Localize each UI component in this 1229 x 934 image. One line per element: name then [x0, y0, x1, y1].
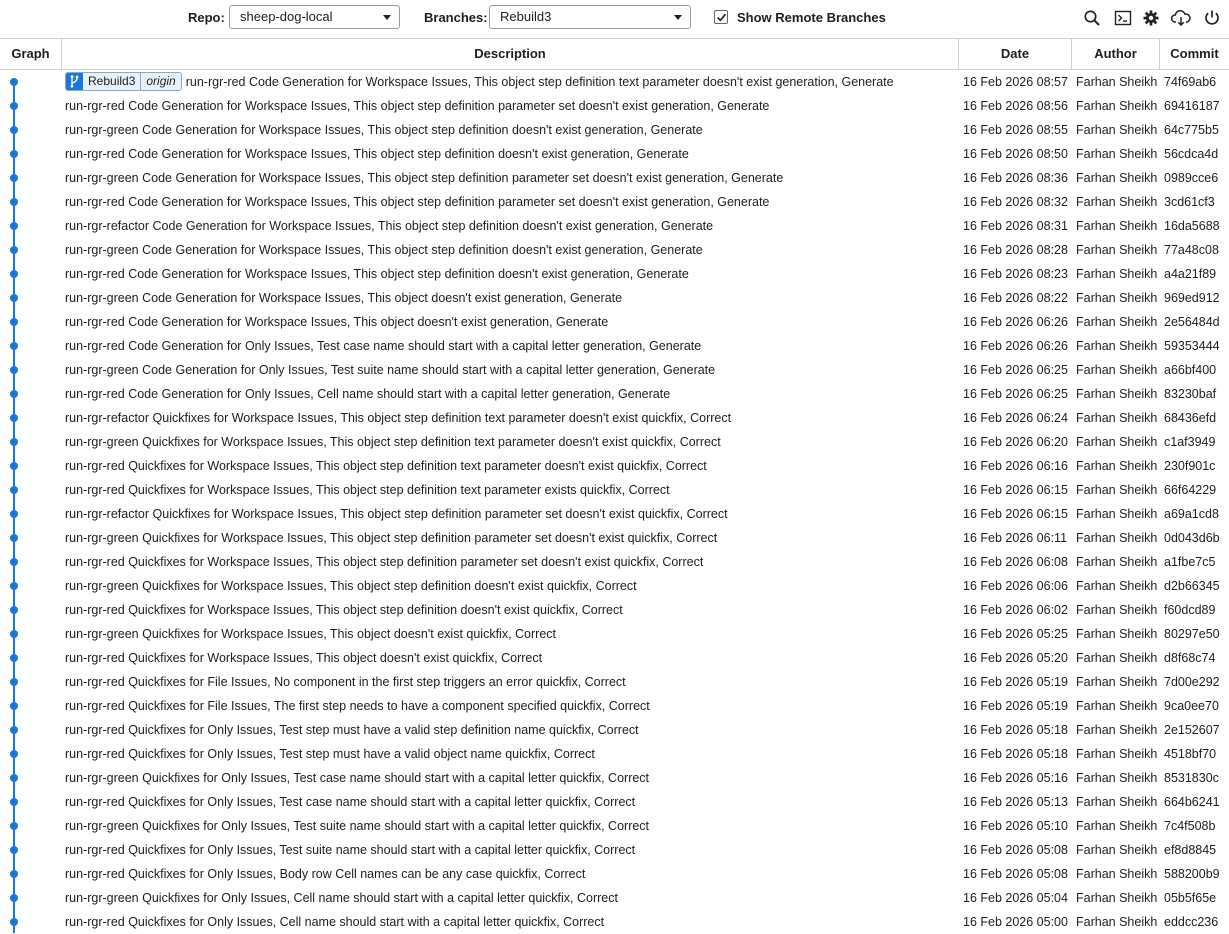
commit-description: [65, 526, 955, 550]
commit-author: Farhan Sheikh: [1076, 795, 1158, 809]
commit-node: [10, 126, 18, 134]
commit-hash: 4518bf70: [1164, 747, 1217, 761]
table-row[interactable]: [0, 238, 1229, 262]
commit-hash: 7c4f508b: [1164, 819, 1216, 833]
commit-message: run-rgr-green Quickfixes for Workspace Issues, This object step definition text parameter doesn't exist quickfix, Correct: [65, 435, 721, 449]
commit-hash: 80297e50: [1164, 627, 1220, 641]
commit-author: Farhan Sheikh: [1076, 75, 1158, 89]
branches-dropdown[interactable]: [489, 5, 691, 29]
commit-description: [65, 790, 955, 814]
commit-date: 16 Feb 2026 06:08: [963, 555, 1068, 569]
toolbar: [0, 0, 1229, 39]
commit-date: 16 Feb 2026 08:57: [963, 75, 1068, 89]
commit-hash: a66bf400: [1164, 363, 1217, 377]
table-row[interactable]: [0, 574, 1229, 598]
table-row[interactable]: [0, 670, 1229, 694]
branch-icon: [66, 73, 83, 90]
commit-node: [10, 846, 18, 854]
branch-badge-name: Rebuild3: [83, 73, 140, 90]
table-row[interactable]: [0, 862, 1229, 886]
commit-hash: 83230baf: [1164, 387, 1217, 401]
commit-node: [10, 462, 18, 470]
table-row[interactable]: [0, 214, 1229, 238]
commit-message: run-rgr-refactor Quickfixes for Workspace Issues, This object step definition parameter set doesn't exist quickfix, Correct: [65, 507, 728, 521]
commit-date: 16 Feb 2026 05:25: [963, 627, 1068, 641]
commit-hash: 2e56484d: [1164, 315, 1220, 329]
commit-message: run-rgr-red Quickfixes for Only Issues, Cell name should start with a capital letter quickfix, Correct: [65, 915, 605, 929]
commit-description: [65, 70, 955, 94]
commit-author: Farhan Sheikh: [1076, 891, 1158, 905]
commit-date: 16 Feb 2026 08:28: [963, 243, 1068, 257]
commit-node: [10, 558, 18, 566]
commit-message: run-rgr-green Code Generation for Only Issues, Test suite name should start with a capital letter generation, Generate: [65, 363, 716, 377]
commit-date: 16 Feb 2026 08:50: [963, 147, 1068, 161]
search-icon[interactable]: [1083, 9, 1101, 27]
commit-node: [10, 414, 18, 422]
commit-author: Farhan Sheikh: [1076, 843, 1158, 857]
commit-node: [10, 702, 18, 710]
commit-description: [65, 862, 955, 886]
table-row[interactable]: [0, 358, 1229, 382]
commit-description: [65, 598, 955, 622]
commit-message: run-rgr-green Code Generation for Workspace Issues, This object step definition doesn't exist generation, Generate: [65, 243, 703, 257]
table-row[interactable]: [0, 790, 1229, 814]
commit-node: [10, 174, 18, 182]
commit-message: run-rgr-red Quickfixes for Only Issues, Test suite name should start with a capital letter quickfix, Correct: [65, 843, 636, 857]
commit-author: Farhan Sheikh: [1076, 555, 1158, 569]
commit-date: 16 Feb 2026 05:08: [963, 843, 1068, 857]
commit-date: 16 Feb 2026 06:02: [963, 603, 1068, 617]
commit-hash: 2e152607: [1164, 723, 1220, 737]
table-row[interactable]: [0, 838, 1229, 862]
commit-description: [65, 406, 955, 430]
commit-node: [10, 654, 18, 662]
commit-node: [10, 726, 18, 734]
repo-label: Repo:: [188, 10, 225, 25]
show-remote-label[interactable]: Show Remote Branches: [737, 10, 886, 25]
commit-hash: 9ca0ee70: [1164, 699, 1219, 713]
commit-author: Farhan Sheikh: [1076, 435, 1158, 449]
commit-description: [65, 550, 955, 574]
commit-date: 16 Feb 2026 06:26: [963, 339, 1068, 353]
table-row[interactable]: [0, 334, 1229, 358]
commit-author: Farhan Sheikh: [1076, 123, 1158, 137]
commit-description: [65, 838, 955, 862]
commit-message: run-rgr-red Code Generation for Only Issues, Test case name should start with a capital letter generation, Generate: [65, 339, 702, 353]
commit-message: run-rgr-green Code Generation for Workspace Issues, This object doesn't exist generation, Generate: [65, 291, 623, 305]
column-header-description[interactable]: Description: [62, 39, 959, 69]
table-row[interactable]: [0, 262, 1229, 286]
commit-date: 16 Feb 2026 08:32: [963, 195, 1068, 209]
commit-node: [10, 870, 18, 878]
commit-author: Farhan Sheikh: [1076, 819, 1158, 833]
commit-message: run-rgr-red Quickfixes for Only Issues, Test step must have a valid step definition name quickfix, Correct: [65, 723, 639, 737]
commit-message: run-rgr-red Quickfixes for Workspace Issues, This object step definition parameter set doesn't exist quickfix, Correct: [65, 555, 704, 569]
commit-description: [65, 502, 955, 526]
commit-author: Farhan Sheikh: [1076, 579, 1158, 593]
commit-author: Farhan Sheikh: [1076, 627, 1158, 641]
checkmark-icon: [716, 12, 727, 23]
commit-description: [65, 910, 955, 934]
commit-hash: eddcc236: [1164, 915, 1219, 929]
column-header-author[interactable]: Author: [1072, 39, 1160, 69]
commit-node: [10, 390, 18, 398]
commit-date: 16 Feb 2026 05:18: [963, 723, 1068, 737]
commit-node: [10, 342, 18, 350]
commit-author: Farhan Sheikh: [1076, 531, 1158, 545]
commit-author: Farhan Sheikh: [1076, 507, 1158, 521]
commit-author: Farhan Sheikh: [1076, 243, 1158, 257]
commit-hash: d8f68c74: [1164, 651, 1216, 665]
table-row[interactable]: [0, 430, 1229, 454]
commit-description: [65, 718, 955, 742]
table-row[interactable]: [0, 502, 1229, 526]
commit-node: [10, 798, 18, 806]
commit-author: Farhan Sheikh: [1076, 147, 1158, 161]
commit-node: [10, 294, 18, 302]
commit-message: run-rgr-red Quickfixes for File Issues, The first step needs to have a component specified quickfix, Correct: [65, 699, 650, 713]
commit-node: [10, 270, 18, 278]
commit-author: Farhan Sheikh: [1076, 651, 1158, 665]
commit-node: [10, 198, 18, 206]
commit-date: 16 Feb 2026 08:31: [963, 219, 1068, 233]
commit-hash: 588200b9: [1164, 867, 1220, 881]
commit-date: 16 Feb 2026 06:15: [963, 483, 1068, 497]
table-row[interactable]: [0, 94, 1229, 118]
commit-description: [65, 382, 955, 406]
commit-date: 16 Feb 2026 05:08: [963, 867, 1068, 881]
commit-hash: 59353444: [1164, 339, 1220, 353]
commit-date: 16 Feb 2026 05:19: [963, 699, 1068, 713]
branch-badge-remote: origin: [140, 73, 180, 90]
commit-hash: 7d00e292: [1164, 675, 1220, 689]
commit-date: 16 Feb 2026 05:10: [963, 819, 1068, 833]
table-row[interactable]: [0, 694, 1229, 718]
table-row[interactable]: [0, 598, 1229, 622]
table-row[interactable]: [0, 166, 1229, 190]
table-row[interactable]: [0, 766, 1229, 790]
commit-hash: c1af3949: [1164, 435, 1216, 449]
commit-author: Farhan Sheikh: [1076, 867, 1158, 881]
commit-message: run-rgr-red Quickfixes for Only Issues, Test case name should start with a capital letter quickfix, Correct: [65, 795, 636, 809]
commit-description: [65, 622, 955, 646]
commit-hash: 77a48c08: [1164, 243, 1219, 257]
commit-author: Farhan Sheikh: [1076, 483, 1158, 497]
commit-description: [65, 766, 955, 790]
commit-hash: 66f64229: [1164, 483, 1217, 497]
commit-description: [65, 214, 955, 238]
table-row[interactable]: [0, 118, 1229, 142]
commit-author: Farhan Sheikh: [1076, 723, 1158, 737]
commit-message: run-rgr-red Quickfixes for Workspace Issues, This object step definition text parameter doesn't exist quickfix, Correct: [65, 459, 707, 473]
commit-date: 16 Feb 2026 05:18: [963, 747, 1068, 761]
commit-message: run-rgr-refactor Quickfixes for Workspace Issues, This object step definition text parameter doesn't exist quickfix, Correct: [65, 411, 732, 425]
commit-description: [65, 574, 955, 598]
commit-message: run-rgr-red Quickfixes for File Issues, No component in the first step triggers an error quickfix, Correct: [65, 675, 626, 689]
commit-message: run-rgr-red Code Generation for Workspace Issues, This object step definition doesn't exist generation, Generate: [65, 147, 689, 161]
commit-date: 16 Feb 2026 05:16: [963, 771, 1068, 785]
commit-author: Farhan Sheikh: [1076, 315, 1158, 329]
commit-date: 16 Feb 2026 06:25: [963, 387, 1068, 401]
commit-author: Farhan Sheikh: [1076, 699, 1158, 713]
commit-message: run-rgr-green Quickfixes for Workspace Issues, This object step definition parameter set doesn't exist quickfix, Correct: [65, 531, 718, 545]
commit-author: Farhan Sheikh: [1076, 675, 1158, 689]
commit-description: [65, 118, 955, 142]
commit-description: [65, 94, 955, 118]
commit-date: 16 Feb 2026 06:16: [963, 459, 1068, 473]
table-row[interactable]: [0, 718, 1229, 742]
table-row[interactable]: [0, 190, 1229, 214]
gear-icon[interactable]: [1142, 9, 1160, 27]
commit-node: [10, 678, 18, 686]
commit-description: [65, 334, 955, 358]
table-row[interactable]: [0, 382, 1229, 406]
commit-date: 16 Feb 2026 05:04: [963, 891, 1068, 905]
commit-description: [65, 166, 955, 190]
commit-node: [10, 486, 18, 494]
commit-node: [10, 534, 18, 542]
commit-node: [10, 150, 18, 158]
commit-hash: 3cd61cf3: [1164, 195, 1215, 209]
commit-hash: 0989cce6: [1164, 171, 1219, 185]
commit-node: [10, 582, 18, 590]
show-remote-checkbox[interactable]: [714, 10, 728, 24]
commit-hash: 68436efd: [1164, 411, 1217, 425]
table-row[interactable]: [0, 454, 1229, 478]
commit-hash: ef8d8845: [1164, 843, 1217, 857]
commit-message: run-rgr-red Code Generation for Workspace Issues, This object step definition parameter set doesn't exist generation, Generate: [65, 195, 770, 209]
table-row[interactable]: [0, 910, 1229, 934]
commit-node: [10, 438, 18, 446]
commit-description: [65, 478, 955, 502]
commit-message: run-rgr-green Code Generation for Workspace Issues, This object step definition parameter set doesn't exist generation, Generate: [65, 171, 784, 185]
table-row[interactable]: [0, 310, 1229, 334]
commit-hash: 05b5f65e: [1164, 891, 1217, 905]
commit-author: Farhan Sheikh: [1076, 387, 1158, 401]
commit-date: 16 Feb 2026 05:19: [963, 675, 1068, 689]
commit-author: Farhan Sheikh: [1076, 99, 1158, 113]
commit-date: 16 Feb 2026 08:23: [963, 267, 1068, 281]
commit-node: [10, 918, 18, 926]
commit-description: [65, 310, 955, 334]
table-row[interactable]: [0, 550, 1229, 574]
commit-message: run-rgr-red Code Generation for Only Issues, Cell name should start with a capital letter generation, Generate: [65, 387, 671, 401]
commit-date: 16 Feb 2026 06:20: [963, 435, 1068, 449]
commit-hash: d2b66345: [1164, 579, 1220, 593]
commit-date: 16 Feb 2026 08:55: [963, 123, 1068, 137]
commit-node: [10, 630, 18, 638]
commit-table-header: [0, 39, 1229, 70]
commit-message: run-rgr-green Code Generation for Workspace Issues, This object step definition doesn't exist generation, Generate: [65, 123, 703, 137]
commit-node: [10, 510, 18, 518]
column-header-commit[interactable]: Commit: [1170, 46, 1219, 61]
commit-description: [65, 646, 955, 670]
commit-author: Farhan Sheikh: [1076, 363, 1158, 377]
commit-author: Farhan Sheikh: [1076, 411, 1158, 425]
repo-dropdown[interactable]: [229, 5, 400, 29]
commit-date: 16 Feb 2026 05:00: [963, 915, 1068, 929]
table-row[interactable]: [0, 526, 1229, 550]
commit-author: Farhan Sheikh: [1076, 267, 1158, 281]
commit-description: [65, 694, 955, 718]
commit-node: [10, 318, 18, 326]
commit-hash: 969ed912: [1164, 291, 1220, 305]
cloud-download-icon[interactable]: [1171, 9, 1191, 27]
commit-date: 16 Feb 2026 06:06: [963, 579, 1068, 593]
commit-author: Farhan Sheikh: [1076, 171, 1158, 185]
power-icon[interactable]: [1203, 9, 1221, 27]
commit-message: run-rgr-green Quickfixes for Only Issues, Cell name should start with a capital letter quickfix, Correct: [65, 891, 618, 905]
commit-author: Farhan Sheikh: [1076, 747, 1158, 761]
commit-date: 16 Feb 2026 08:56: [963, 99, 1068, 113]
commit-node: [10, 102, 18, 110]
commit-node: [10, 222, 18, 230]
commit-message: run-rgr-red Code Generation for Workspace Issues, This object step definition doesn't exist generation, Generate: [65, 267, 689, 281]
commit-description: [65, 286, 955, 310]
commit-message: run-rgr-red Quickfixes for Workspace Issues, This object step definition doesn't exist quickfix, Correct: [65, 603, 623, 617]
commit-description: [65, 454, 955, 478]
commit-author: Farhan Sheikh: [1076, 603, 1158, 617]
commit-description: [65, 262, 955, 286]
commit-date: 16 Feb 2026 05:13: [963, 795, 1068, 809]
commit-node: [10, 606, 18, 614]
commit-date: 16 Feb 2026 06:15: [963, 507, 1068, 521]
commit-node: [10, 246, 18, 254]
table-row[interactable]: [0, 742, 1229, 766]
commit-message: run-rgr-red Quickfixes for Workspace Issues, This object doesn't exist quickfix, Correct: [65, 651, 543, 665]
commit-author: Farhan Sheikh: [1076, 219, 1158, 233]
commit-node: [10, 78, 18, 86]
commit-node: [10, 894, 18, 902]
table-row[interactable]: [0, 406, 1229, 430]
commit-message: run-rgr-red Code Generation for Workspace Issues, This object doesn't exist generation, Generate: [65, 315, 609, 329]
commit-author: Farhan Sheikh: [1076, 195, 1158, 209]
commit-hash: a69a1cd8: [1164, 507, 1219, 521]
terminal-icon[interactable]: [1114, 9, 1132, 27]
commit-date: 16 Feb 2026 06:24: [963, 411, 1068, 425]
commit-node: [10, 774, 18, 782]
table-row[interactable]: [0, 646, 1229, 670]
table-row[interactable]: [0, 70, 1229, 94]
commit-date: 16 Feb 2026 06:11: [963, 531, 1068, 545]
commit-description: [65, 814, 955, 838]
commit-message: run-rgr-red Code Generation for Workspace Issues, This object step definition parameter set doesn't exist generation, Generate: [65, 99, 770, 113]
commit-description: [65, 670, 955, 694]
commit-description: [65, 142, 955, 166]
commit-message: run-rgr-refactor Code Generation for Workspace Issues, This object step definition doesn't exist generation, Generate: [65, 219, 714, 233]
commit-hash: 16da5688: [1164, 219, 1220, 233]
commit-message: run-rgr-green Quickfixes for Workspace Issues, This object doesn't exist quickfix, Correct: [65, 627, 556, 641]
commit-description: [65, 238, 955, 262]
table-row[interactable]: [0, 622, 1229, 646]
commit-description: [65, 886, 955, 910]
commit-hash: 64c775b5: [1164, 123, 1219, 137]
commit-message: run-rgr-red Quickfixes for Workspace Issues, This object step definition text parameter exists quickfix, Correct: [65, 483, 670, 497]
table-row[interactable]: [0, 478, 1229, 502]
commit-message: run-rgr-red Code Generation for Workspace Issues, This object step definition text parameter doesn't exist generation, Generate: [185, 75, 894, 89]
commit-hash: 230f901c: [1164, 459, 1216, 473]
commit-author: Farhan Sheikh: [1076, 339, 1158, 353]
commit-date: 16 Feb 2026 06:26: [963, 315, 1068, 329]
commit-message: run-rgr-green Quickfixes for Workspace Issues, This object step definition doesn't exist quickfix, Correct: [65, 579, 637, 593]
commit-hash: 74f69ab6: [1164, 75, 1217, 89]
commit-author: Farhan Sheikh: [1076, 459, 1158, 473]
column-header-date[interactable]: Date: [959, 39, 1072, 69]
commit-message: run-rgr-red Quickfixes for Only Issues, Test step must have a valid object name quickfix, Correct: [65, 747, 595, 761]
commit-hash: a1fbe7c5: [1164, 555, 1216, 569]
commit-hash: 0d043d6b: [1164, 531, 1220, 545]
commit-description: [65, 430, 955, 454]
commit-author: Farhan Sheikh: [1076, 771, 1158, 785]
commit-hash: 664b6241: [1164, 795, 1220, 809]
commit-date: 16 Feb 2026 05:20: [963, 651, 1068, 665]
commit-date: 16 Feb 2026 06:25: [963, 363, 1068, 377]
column-header-graph[interactable]: Graph: [0, 39, 62, 69]
commit-node: [10, 822, 18, 830]
commit-author: Farhan Sheikh: [1076, 291, 1158, 305]
branch-badge[interactable]: [65, 72, 182, 91]
commit-description: [65, 190, 955, 214]
chevron-down-icon: [383, 15, 391, 20]
commit-date: 16 Feb 2026 08:22: [963, 291, 1068, 305]
commit-hash: f60dcd89: [1164, 603, 1216, 617]
commit-node: [10, 750, 18, 758]
commit-hash: 56cdca4d: [1164, 147, 1219, 161]
commit-message: run-rgr-green Quickfixes for Only Issues, Test case name should start with a capital letter quickfix, Correct: [65, 771, 650, 785]
commit-hash: 8531830c: [1164, 771, 1219, 785]
chevron-down-icon: [674, 15, 682, 20]
commit-date: 16 Feb 2026 08:36: [963, 171, 1068, 185]
repo-dropdown-value: sheep-dog-local: [240, 9, 333, 24]
commit-description: [65, 358, 955, 382]
table-row[interactable]: [0, 814, 1229, 838]
commit-message: run-rgr-green Quickfixes for Only Issues, Test suite name should start with a capital letter quickfix, Correct: [65, 819, 650, 833]
commit-message: run-rgr-red Quickfixes for Only Issues, Body row Cell names can be any case quickfix, Correct: [65, 867, 586, 881]
commit-author: Farhan Sheikh: [1076, 915, 1158, 929]
table-row[interactable]: [0, 886, 1229, 910]
branches-dropdown-value: Rebuild3: [500, 9, 552, 24]
commit-node: [10, 366, 18, 374]
table-row[interactable]: [0, 142, 1229, 166]
commit-hash: a4a21f89: [1164, 267, 1217, 281]
branches-label: Branches:: [424, 10, 488, 25]
table-row[interactable]: [0, 286, 1229, 310]
commit-hash: 69416187: [1164, 99, 1220, 113]
commit-description: [65, 742, 955, 766]
